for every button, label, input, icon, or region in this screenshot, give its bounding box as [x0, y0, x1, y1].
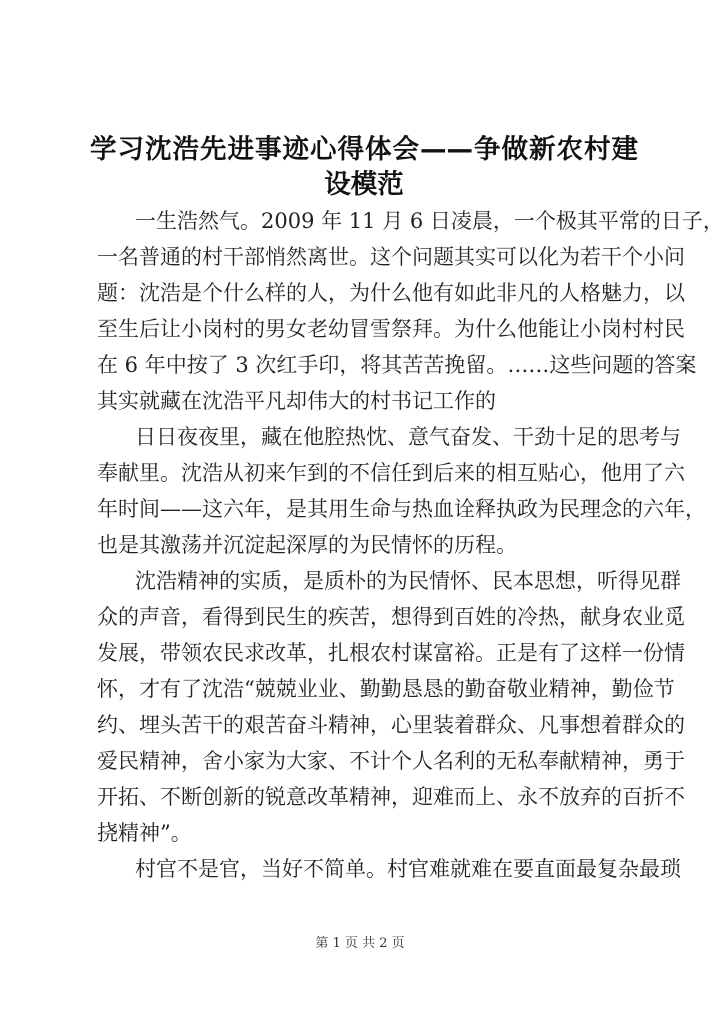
paragraph-line: 奉献里。沈浩从初来乍到的不信任到后来的相互贴心，他用了六	[97, 461, 685, 485]
paragraph	[97, 203, 724, 419]
paragraph-line: 发展，带领农民求改革，扎根农村谋富裕。正是有了这样一份情	[97, 641, 685, 665]
paragraph-line: 爱民精神，舍小家为大家、不计个人名利的无私奉献精神，勇于	[97, 749, 685, 773]
document-body	[97, 203, 724, 887]
paragraph-line: 在 6 年中按了 3 次红手印，将其苦苦挽留。……这些问题的答案	[97, 353, 697, 377]
document-title-line-2: 设模范	[324, 169, 404, 200]
paragraph-line: 年时间——这六年，是其用生命与热血诠释执政为民理念的六年，	[97, 497, 706, 521]
paragraph-line: 一名普通的村干部悄然离世。这个问题其实可以化为若干个小问	[97, 245, 685, 269]
paragraph-line: 其实就藏在沈浩平凡却伟大的村书记工作的	[97, 389, 496, 413]
paragraph-line: 众的声音，看得到民生的疾苦，想得到百姓的冷热，献身农业觅	[97, 605, 685, 629]
paragraph	[97, 851, 681, 887]
paragraph-line: 一生浩然气。2009 年 11 月 6 日凌晨，一个极其平常的日子，	[135, 209, 724, 233]
paragraph-line: 沈浩精神的实质，是质朴的为民情怀、民本思想，听得见群	[135, 569, 681, 593]
page-number-footer: 第 1 页 共 2 页	[315, 936, 405, 951]
paragraph-line: 挠精神”。	[97, 821, 192, 845]
paragraph-line: 也是其激荡并沉淀起深厚的为民情怀的历程。	[97, 533, 517, 557]
paragraph-line: 约、埋头苦干的艰苦奋斗精神，心里装着群众、凡事想着群众的	[97, 713, 685, 737]
document-title-line-1: 学习沈浩先进事迹心得体会——争做新农村建	[90, 134, 638, 165]
paragraph	[97, 419, 706, 563]
paragraph-line: 至生后让小岗村的男女老幼冒雪祭拜。为什么他能让小岗村村民	[97, 317, 685, 341]
paragraph-line: 题：沈浩是个什么样的人，为什么他有如此非凡的人格魅力，以	[97, 281, 685, 305]
paragraph-line: 怀，才有了沈浩“兢兢业业、勤勤恳恳的勤奋敬业精神，勤俭节	[97, 677, 675, 701]
paragraph-line: 日日夜夜里，藏在他腔热忱、意气奋发、干劲十足的思考与	[135, 425, 681, 449]
document-title	[90, 132, 638, 202]
paragraph	[97, 563, 685, 851]
paragraph-line: 村官不是官，当好不简单。村官难就难在要直面最复杂最琐	[135, 857, 681, 881]
paragraph-line: 开拓、不断创新的锐意改革精神，迎难而上、永不放弃的百折不	[97, 785, 685, 809]
